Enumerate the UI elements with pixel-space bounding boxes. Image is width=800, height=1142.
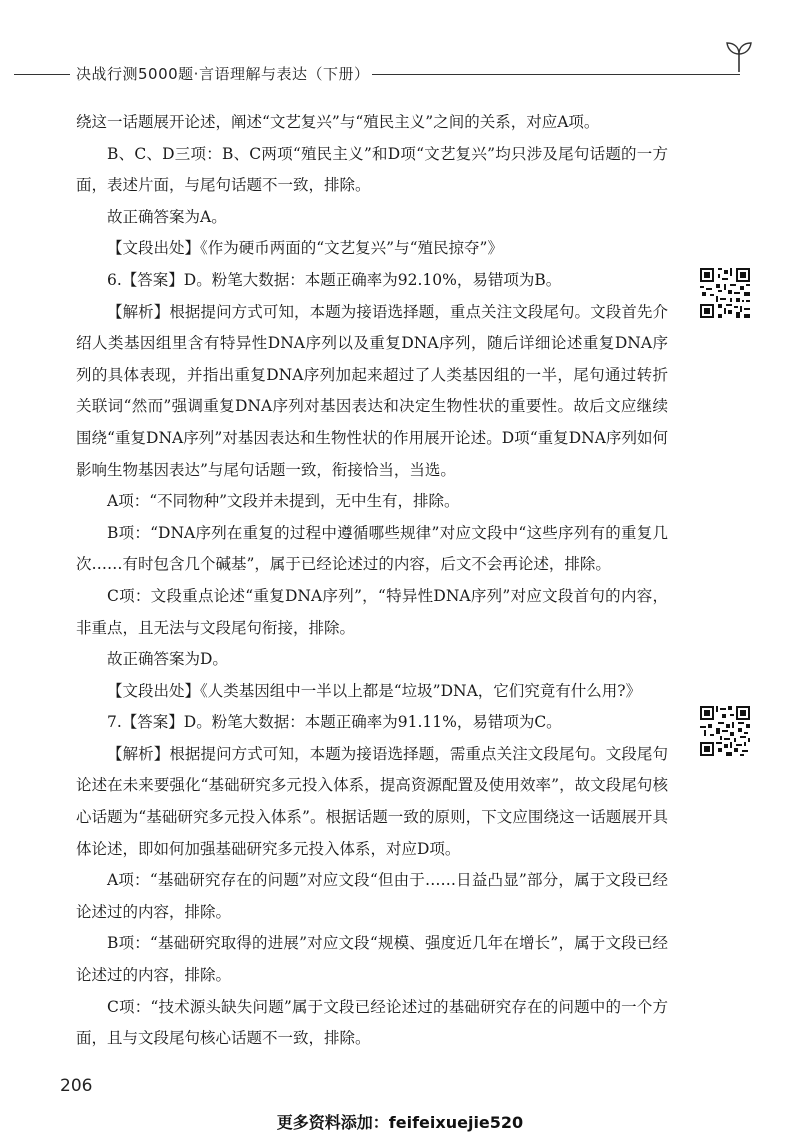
qr-code-icon[interactable] (700, 268, 750, 318)
article-body (76, 107, 668, 1055)
source-citation: 【文段出处】《人类基因组中一半以上都是“垃圾”DNA，它们究竟有什么用?》 (107, 681, 642, 700)
leaf-ornament-icon (724, 38, 754, 72)
option-explanation: A项：“基础研究存在的问题”对应文段“但由于……日益凸显”部分，属于文段已经论述过的内容，排除。 (76, 871, 668, 921)
option-explanation: B项：“DNA序列在重复的过程中遵循哪些规律”对应文段中“这些序列有的重复几次……有时包含几个碱基”，属于已经论述过的内容，后文不会再论述，排除。 (76, 523, 668, 574)
header-rule-left (14, 74, 70, 75)
source-citation: 【文段出处】《作为硬币两面的“文艺复兴”与“殖民掠夺”》 (107, 239, 503, 258)
answer-line: 6.【答案】D。粉笔大数据：本题正确率为92.10%，易错项为B。 (107, 270, 562, 289)
option-explanation: C项：文段重点论述“重复DNA序列”，“特异性DNA序列”对应文段首句的内容，非重点，且无法与文段尾句衔接，排除。 (76, 586, 668, 637)
running-title: 决战行测5000题·言语理解与表达（下册） (76, 65, 370, 83)
running-header (0, 58, 800, 88)
paragraph: 故正确答案为A。 (107, 207, 227, 226)
paragraph: 故正确答案为D。 (107, 650, 228, 669)
footer-note: 更多资料添加：feifeixuejie520 (276, 1113, 524, 1132)
option-explanation: B项：“基础研究取得的进展”对应文段“规模、强度近几年在增长”，属于文段已经论述过的内容，排除。 (76, 934, 668, 985)
analysis-paragraph: 【解析】根据提问方式可知，本题为接语选择题，需重点关注文段尾句。文段尾句论述在未来要强化“基础研究多元投入体系，提高资源配置及使用效率”，故文段尾句核心话题为“基础研究多元投入体系”。根据话题一致的原则，下文应围绕这一话题展开具体论述，即如何加强基础研究多元投入体系，对应D项。 (76, 744, 668, 858)
qr-code-icon[interactable] (700, 706, 750, 756)
page-number: 206 (60, 1076, 93, 1096)
paragraph: B、C、D三项：B、C两项“殖民主义”和D项“文艺复兴”均只涉及尾句话题的一方面，表述片面，与尾句话题不一致，排除。 (76, 144, 668, 195)
option-explanation: C项：“技术源头缺失问题”属于文段已经论述过的基础研究存在的问题中的一个方面，且与文段尾句核心话题不一致，排除。 (76, 997, 668, 1048)
header-rule-right (372, 74, 740, 75)
answer-line: 7.【答案】D。粉笔大数据：本题正确率为91.11%，易错项为C。 (107, 713, 562, 732)
option-explanation: A项：“不同物种”文段并未提到，无中生有，排除。 (107, 492, 460, 511)
analysis-paragraph: 【解析】根据提问方式可知，本题为接语选择题，重点关注文段尾句。文段首先介绍人类基因组里含有特异性DNA序列以及重复DNA序列，随后详细论述重复DNA序列的具体表现，并指出重复DNA序列加起来超过了人类基因组的一半，尾句通过转折关联词“然而”强调重复DNA序列对基因表达和决定生物性状的重要性。故后文应继续围绕“重复DNA序列”对基因表达和生物性状的作用展开论述。D项“重复DNA序列如何影响生物基因表达”与尾句话题一致，衔接恰当，当选。 (76, 302, 668, 479)
paragraph: 绕这一话题展开论述，阐述“文艺复兴”与“殖民主义”之间的关系，对应A项。 (76, 113, 600, 131)
